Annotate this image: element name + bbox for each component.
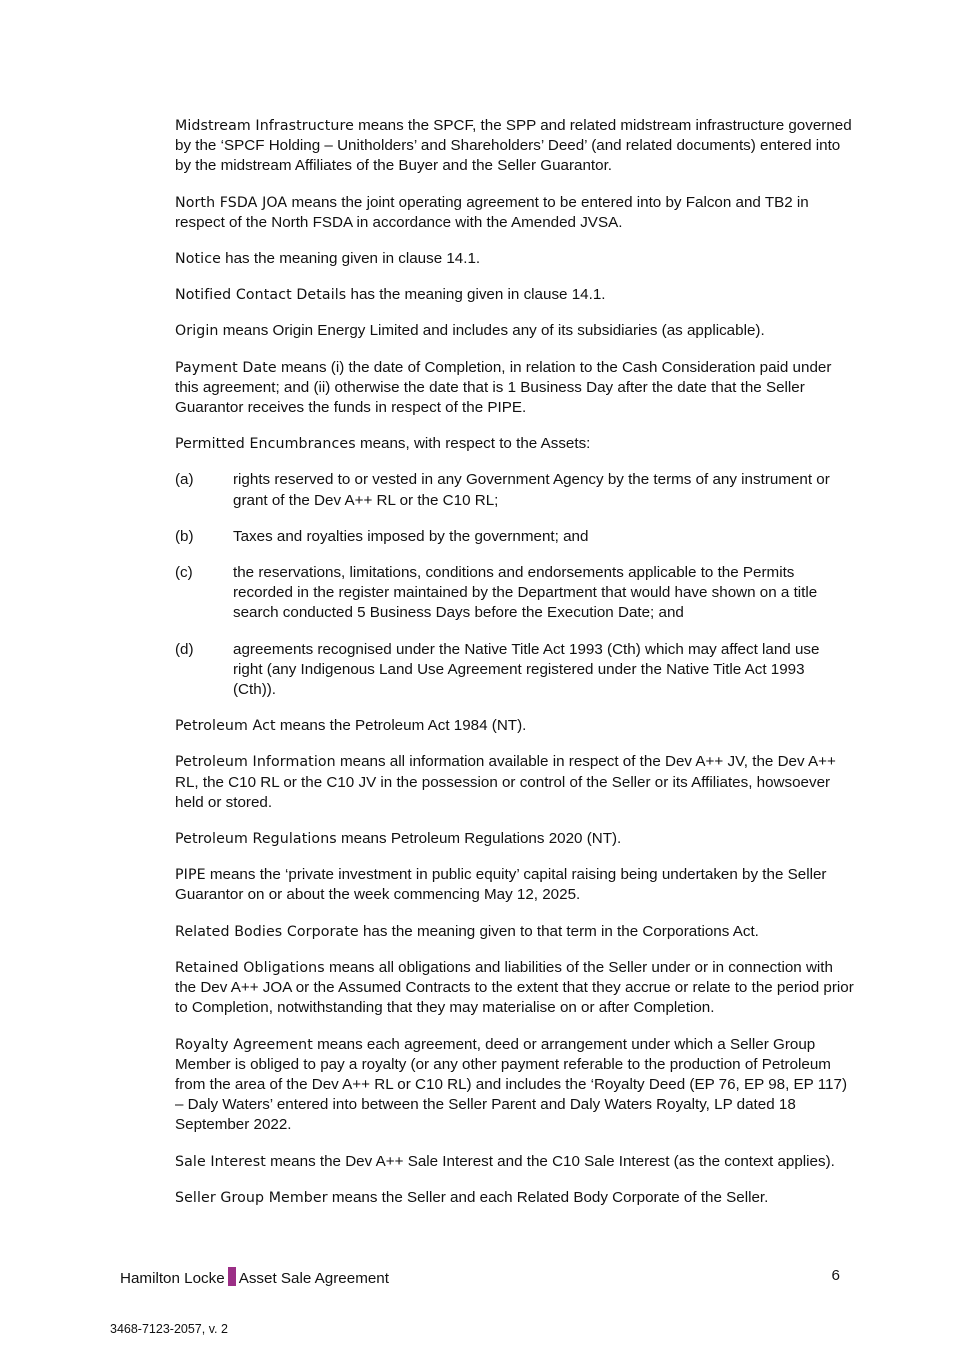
permitted-encumbrances-list xyxy=(175,470,855,700)
defined-term: PIPE xyxy=(175,867,206,884)
definition-paragraph xyxy=(175,958,855,1019)
definition-paragraph xyxy=(175,193,855,233)
definition-paragraph xyxy=(175,116,855,177)
defined-term: Midstream Infrastructure xyxy=(175,118,354,134)
definition-paragraph xyxy=(175,752,855,813)
definition-paragraph xyxy=(175,358,855,419)
definition-text: has the meaning given in clause 14.1. xyxy=(346,286,606,304)
defined-term: Petroleum Regulations xyxy=(175,831,337,848)
list-item-text: agreements recognised under the Native Title Act 1993 (Cth) which may affect land use right (any Indigenous Land Use Agreement registered under the Native Title Act 1993 (Cth)). xyxy=(233,640,820,699)
list-item-label: (d) xyxy=(175,640,194,658)
definition-paragraph xyxy=(175,865,855,905)
definition-text: means the ‘private investment in public equity’ capital raising being undertaken by the Seller Guarantor on or about the week commencing May 12, 2025. xyxy=(175,866,827,904)
list-item-label: (b) xyxy=(175,527,194,545)
definition-paragraph xyxy=(175,1035,855,1136)
list-item-label: (c) xyxy=(175,564,193,582)
defined-term: North FSDA JOA xyxy=(175,194,288,211)
definition-paragraph xyxy=(175,716,855,736)
definitions-group-a xyxy=(175,116,855,454)
footer-brand xyxy=(120,1267,389,1287)
definition-text: has the meaning given to that term in the Corporations Act. xyxy=(358,922,759,940)
definitions-body xyxy=(175,116,855,1224)
definition-text: means Petroleum Regulations 2020 (NT). xyxy=(336,830,622,848)
definition-paragraph xyxy=(175,434,855,454)
definition-text: means all obligations and liabilities of the Seller under or in connection with the Dev A++ JOA or the Assumed Contracts to the extent that they accrue or relate to the period prior to Completion, notwithstanding that they may materialise on or after Completion. xyxy=(175,958,854,1017)
definition-paragraph xyxy=(175,1188,855,1208)
page-number: 6 xyxy=(831,1267,840,1284)
document-reference: 3468-7123-2057, v. 2 xyxy=(110,1322,228,1336)
defined-term: Notified Contact Details xyxy=(175,287,347,304)
document-title: Asset Sale Agreement xyxy=(238,1270,389,1287)
definition-text: means the Petroleum Act 1984 (NT). xyxy=(275,717,527,735)
definition-text: means (i) the date of Completion, in relation to the Cash Consideration paid under this agreement; and (ii) otherwise the date that is 1 Business Day after the date that the Seller Guarantor receives the funds in respect of the PIPE. xyxy=(175,358,832,417)
definition-text: means all information available in respect of the Dev A++ JV, the Dev A++ RL, the C10 RL or the C10 JV in the possession or control of the Seller or its Affiliates, howsoever held or stored. xyxy=(175,753,836,811)
list-item-text: rights reserved to or vested in any Government Agency by the terms of any instrument or grant of the Dev A++ RL or the C10 RL; xyxy=(233,471,830,509)
list-item-label: (a) xyxy=(175,471,194,489)
defined-term: Related Bodies Corporate xyxy=(175,923,359,940)
definition-text: means each agreement, deed or arrangement under which a Seller Group Member is obliged to pay a royalty (or any other payment referable to the production of Petroleum from the area of the Dev A++ RL or C10 RL) and includes the ‘Royalty Deed (EP 76, EP 98, EP 117) – Daly Waters’ entered into between the Seller Parent and Daly Waters Royalty, LP dated 18 September 2022. xyxy=(175,1035,848,1134)
definition-text: means the SPCF, the SPP and related midstream infrastructure governed by the ‘SPCF Holding – Unitholders’ and Shareholders’ Deed’ (and related documents) entered into by the midstream Affiliates of the Buyer and the Seller Guarantor. xyxy=(175,117,852,175)
defined-term: Petroleum Information xyxy=(175,754,336,771)
definition-text: means, with respect to the Assets: xyxy=(355,435,591,453)
defined-term: Royalty Agreement xyxy=(175,1036,313,1053)
definition-paragraph xyxy=(175,1152,855,1172)
defined-term: Seller Group Member xyxy=(175,1189,328,1206)
list-item-text: Taxes and royalties imposed by the government; and xyxy=(233,527,589,545)
definition-text: means Origin Energy Limited and includes any of its subsidiaries (as applicable). xyxy=(218,322,765,340)
definition-text: means the joint operating agreement to be entered into by Falcon and TB2 in respect of the North FSDA in accordance with the Amended JVSA. xyxy=(175,193,809,231)
defined-term: Permitted Encumbrances xyxy=(175,436,356,453)
definition-paragraph xyxy=(175,922,855,942)
list-item xyxy=(175,563,855,624)
definition-paragraph xyxy=(175,285,855,305)
defined-term: Petroleum Act xyxy=(175,718,276,735)
list-item-text: the reservations, limitations, conditions and endorsements applicable to the Permits recorded in the register maintained by the Department that would have shown on a title search conducted 5 Business Days before the Execution Date; and xyxy=(233,564,818,622)
definition-text: has the meaning given in clause 14.1. xyxy=(220,250,481,268)
defined-term: Sale Interest xyxy=(175,1153,266,1170)
definition-paragraph xyxy=(175,249,855,269)
definition-paragraph xyxy=(175,321,855,341)
defined-term: Origin xyxy=(175,323,219,340)
list-item xyxy=(175,640,855,701)
definitions-group-b xyxy=(175,716,855,1208)
list-item xyxy=(175,470,855,510)
list-item xyxy=(175,527,855,547)
definition-paragraph xyxy=(175,829,855,849)
defined-term: Retained Obligations xyxy=(175,959,325,976)
page-footer xyxy=(120,1267,840,1289)
brand-bar-icon xyxy=(228,1267,236,1286)
defined-term: Payment Date xyxy=(175,359,277,376)
definition-text: means the Seller and each Related Body Corporate of the Seller. xyxy=(327,1188,769,1206)
firm-name: Hamilton Locke xyxy=(120,1270,225,1287)
defined-term: Notice xyxy=(175,251,221,268)
definition-text: means the Dev A++ Sale Interest and the C10 Sale Interest (as the context applies). xyxy=(265,1152,835,1170)
